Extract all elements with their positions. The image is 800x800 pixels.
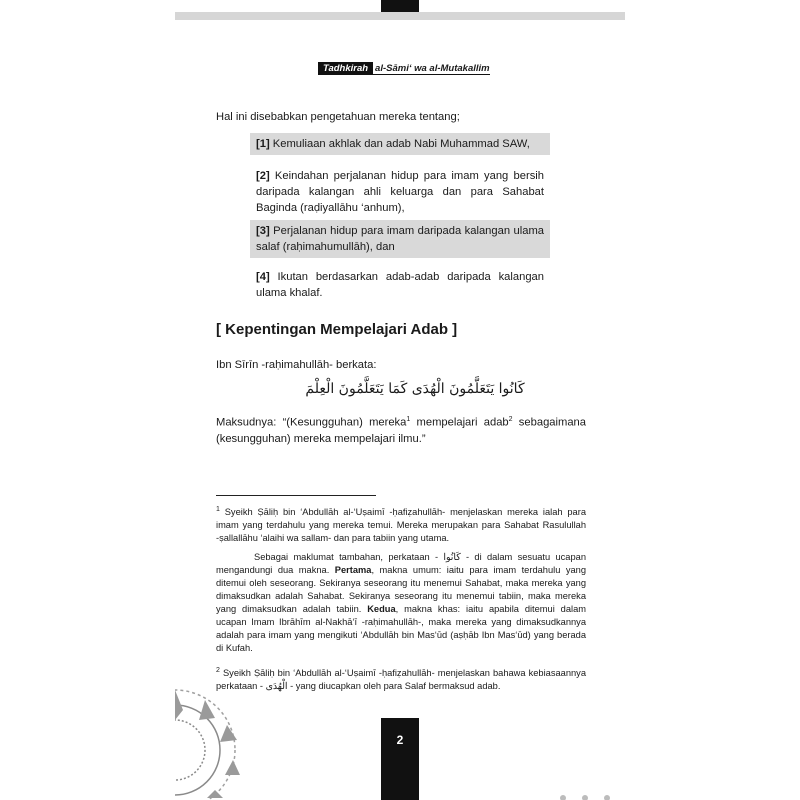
list-item-text: Ikutan berdasarkan adab-adab daripada kalangan ulama khalaf. [256, 271, 544, 299]
page-number: 2 [396, 733, 404, 747]
footnote-text: - di dalam sesuatu ucapan mengandungi dua makna. [216, 552, 586, 575]
running-header-title: Tadhkirah [318, 62, 373, 75]
arabic-inline: كَانُوا [443, 552, 461, 563]
footnote-1 [216, 503, 586, 545]
translation-text: sebagaimana (kesungguhan) mereka mempelajari ilmu.” [216, 416, 586, 445]
footnote-text: - yang diucapkan oleh para Salaf bermaksud adab. [287, 681, 501, 692]
footnote-text: Syeikh Ṣāliḥ bin ‘Abdullāh al-‘Uṣaimī -ḥafiẓahullāh- menjelaskan mereka ialah para imam yang terdahulu yang mereka temui. Mereka merupakan para Sahabat Rasulullah -ṣallallāhu ‘alaihi wa sallam- dan para tabiin yang utama. [216, 507, 586, 544]
emphasis-pertama: Pertama [334, 565, 372, 575]
list-item-number: [3] [256, 225, 270, 237]
top-page-tab [381, 0, 419, 12]
section-heading: [ Kepentingan Mempelajari Adab ] [216, 321, 458, 338]
footnote-text: , makna umum: iaitu para imam terdahulu yang ditemui oleh seseorang. Sekiranya seseorang itu menemui Sahabat, maka mereka yang dimaksudkan adalah Sahabat. Sekiranya seseorang itu menemui tabiin, maka mereka yang dimaksudkan adalah tabiin. [216, 565, 586, 614]
footnote-text: Sebagai maklumat tambahan, perkataan - [254, 552, 444, 562]
list-item [250, 133, 550, 155]
list-item-text: Perjalanan hidup para imam daripada kalangan ulama salaf (raḥimahumullāh), dan [256, 225, 544, 253]
decorative-ornament-icon [555, 790, 625, 800]
intro-paragraph: Hal ini disebabkan pengetahuan mereka tentang; [216, 111, 460, 123]
list-item-number: [2] [256, 170, 270, 182]
footnote-text: Syeikh Ṣāliḥ bin ‘Abdullāh al-‘Uṣaimī -ḥafiẓahullāh- menjelaskan bahawa kebiasaannya perkataan - [216, 668, 586, 692]
list-item [250, 165, 550, 219]
page-number-tab [381, 718, 419, 800]
list-item-text: Keindahan perjalanan hidup para imam yang bersih daripada kalangan ahli keluarga dan para Sahabat Baginda (raḍiyallāhu ‘anhum), [256, 170, 544, 214]
footnote-ref-2[interactable]: 2 [508, 416, 513, 423]
list-item [250, 266, 550, 304]
list-item-text: Kemuliaan akhlak dan adab Nabi Muhammad SAW, [269, 138, 530, 150]
list-item-number: [1] [256, 138, 270, 150]
ibn-sirin-line: Ibn Sīrīn -raḥimahullāh- berkata: [216, 359, 377, 371]
decorative-ornament-icon [175, 680, 247, 800]
translation-text: Maksudnya: “(Kesungguhan) mereka [216, 416, 407, 429]
list-item [250, 220, 550, 258]
running-header-subtitle: al-Sāmi‘ wa al-Mutakallim [375, 63, 490, 74]
running-header [318, 63, 490, 74]
footnote-2 [216, 664, 586, 693]
footnote-divider [216, 495, 376, 496]
footnote-1-continuation [216, 551, 586, 655]
translation-paragraph [216, 412, 586, 447]
footnote-marker: 1 [216, 506, 220, 513]
emphasis-kedua: Kedua [367, 604, 396, 614]
footnote-text: , makna khas: iaitu apabila ditemui dalam ucapan Imam Ibrāhīm al-Nakhā‘ī -raḥimahullāh-, maka mereka yang dimaksudkannya adalah para imam yang mengikuti ‘Abdullāh bin Mas‘ūd (aṣḥāb Ibn Mas‘ūd) yang berada di Kufah. [216, 604, 586, 653]
footnote-marker: 2 [216, 667, 220, 674]
top-rule [175, 12, 625, 20]
arabic-inline: الْهُدَى [265, 681, 288, 693]
list-item-number: [4] [256, 271, 270, 283]
translation-text: mempelajari adab [410, 416, 509, 429]
footnote-ref-1[interactable]: 1 [406, 416, 411, 423]
arabic-quote: كَانُوا يَتَعَلَّمُونَ الْهُدَى كَمَا يَتَعَلَّمُونَ الْعِلْمَ [305, 381, 525, 397]
